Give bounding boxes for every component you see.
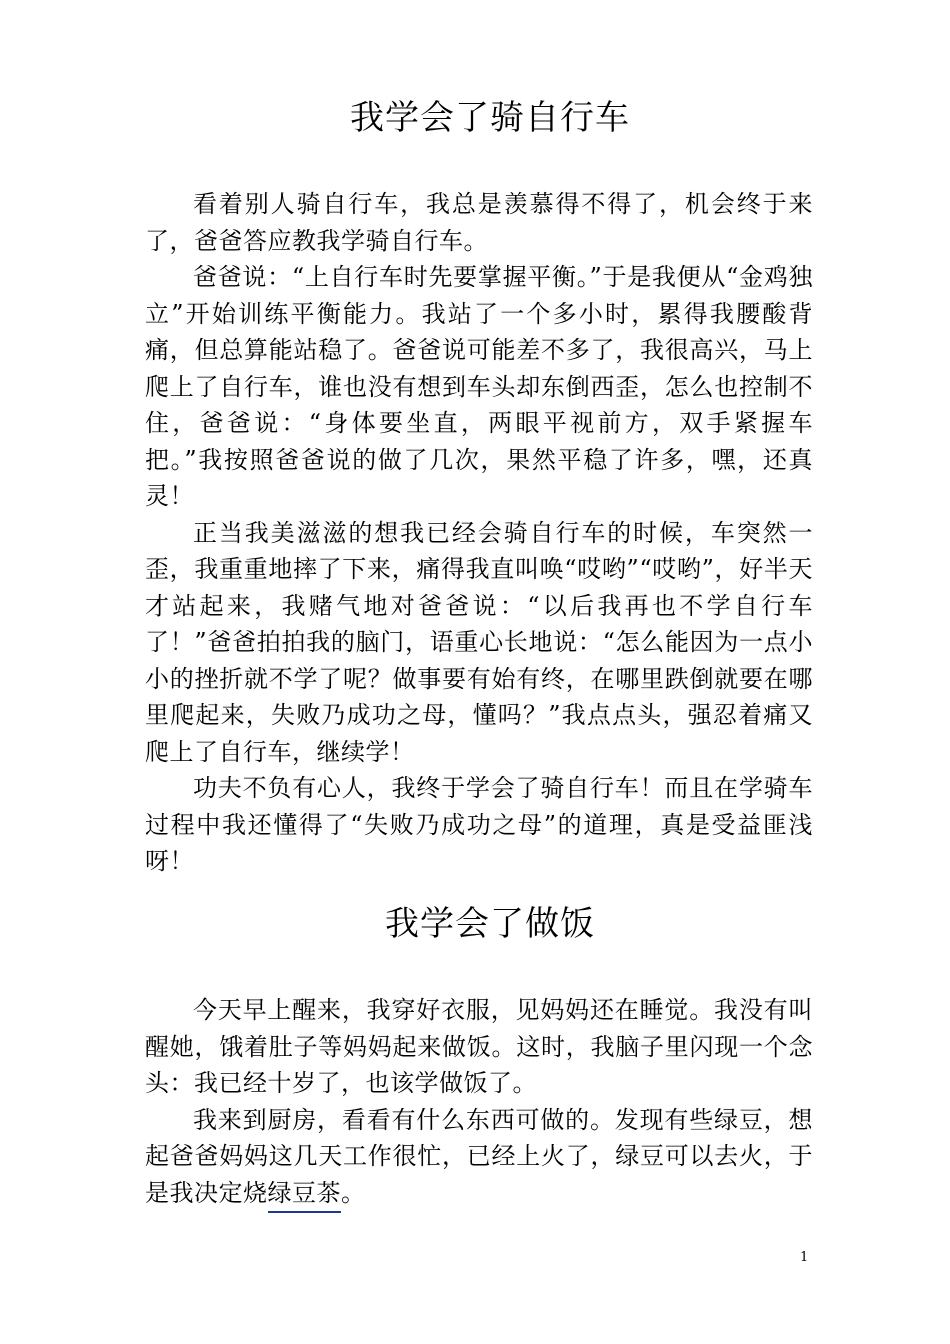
essay-title: 我学会了做饭	[385, 904, 595, 944]
essay-body	[145, 992, 813, 1211]
paragraph: 正当我美滋滋的想我已经会骑自行车的时候，车突然一歪，我重重地摔了下来，痛得我直叫唤“哎哟”“哎哟”，好半天才站起来，我赌气地对爸爸说：“以后我再也不学自行车了！”爸爸拍拍我的脑门，语重心长地说：“怎么能因为一点小小的挫折就不学了呢？做事要有始有终，在哪里跌倒就要在哪里爬起来，失败乃成功之母，懂吗？”我点点头，强忍着痛又爬上了自行车，继续学！	[145, 518, 813, 766]
paragraph-text-end: 。	[341, 1178, 366, 1207]
paragraph: 今天早上醒来，我穿好衣服，见妈妈还在睡觉。我没有叫醒她，饿着肚子等妈妈起来做饭。这时，我脑子里闪现一个念头：我已经十岁了，也该学做饭了。	[145, 996, 813, 1097]
underlined-phrase: 绿豆茶	[268, 1179, 342, 1213]
page-number: 1	[800, 1250, 809, 1265]
paragraph-text: 我来到厨房，看看有什么东西可做的。发现有些绿豆，想起爸爸妈妈这几天工作很忙，已经上火了，绿豆可以去火，于是我决定烧	[145, 1105, 813, 1207]
essay-title: 我学会了骑自行车	[350, 98, 630, 138]
paragraph	[145, 1102, 813, 1212]
essay-body	[145, 186, 813, 880]
paragraph: 看着别人骑自行车，我总是羡慕得不得了，机会终于来了，爸爸答应教我学骑自行车。	[145, 190, 813, 255]
paragraph: 功夫不负有心人，我终于学会了骑自行车！而且在学骑车过程中我还懂得了“失败乃成功之母”的道理，真是受益匪浅呀！	[145, 774, 813, 875]
paragraph: 爸爸说：“上自行车时先要掌握平衡。”于是我便从“金鸡独立”开始训练平衡能力。我站了一个多小时，累得我腰酸背痛，但总算能站稳了。爸爸说可能差不多了，我很高兴，马上爬上了自行车，谁也没有想到车头却东倒西歪，怎么也控制不住，爸爸说：“身体要坐直，两眼平视前方，双手紧握车把。”我按照爸爸说的做了几次，果然平稳了许多，嘿，还真灵！	[145, 263, 813, 510]
